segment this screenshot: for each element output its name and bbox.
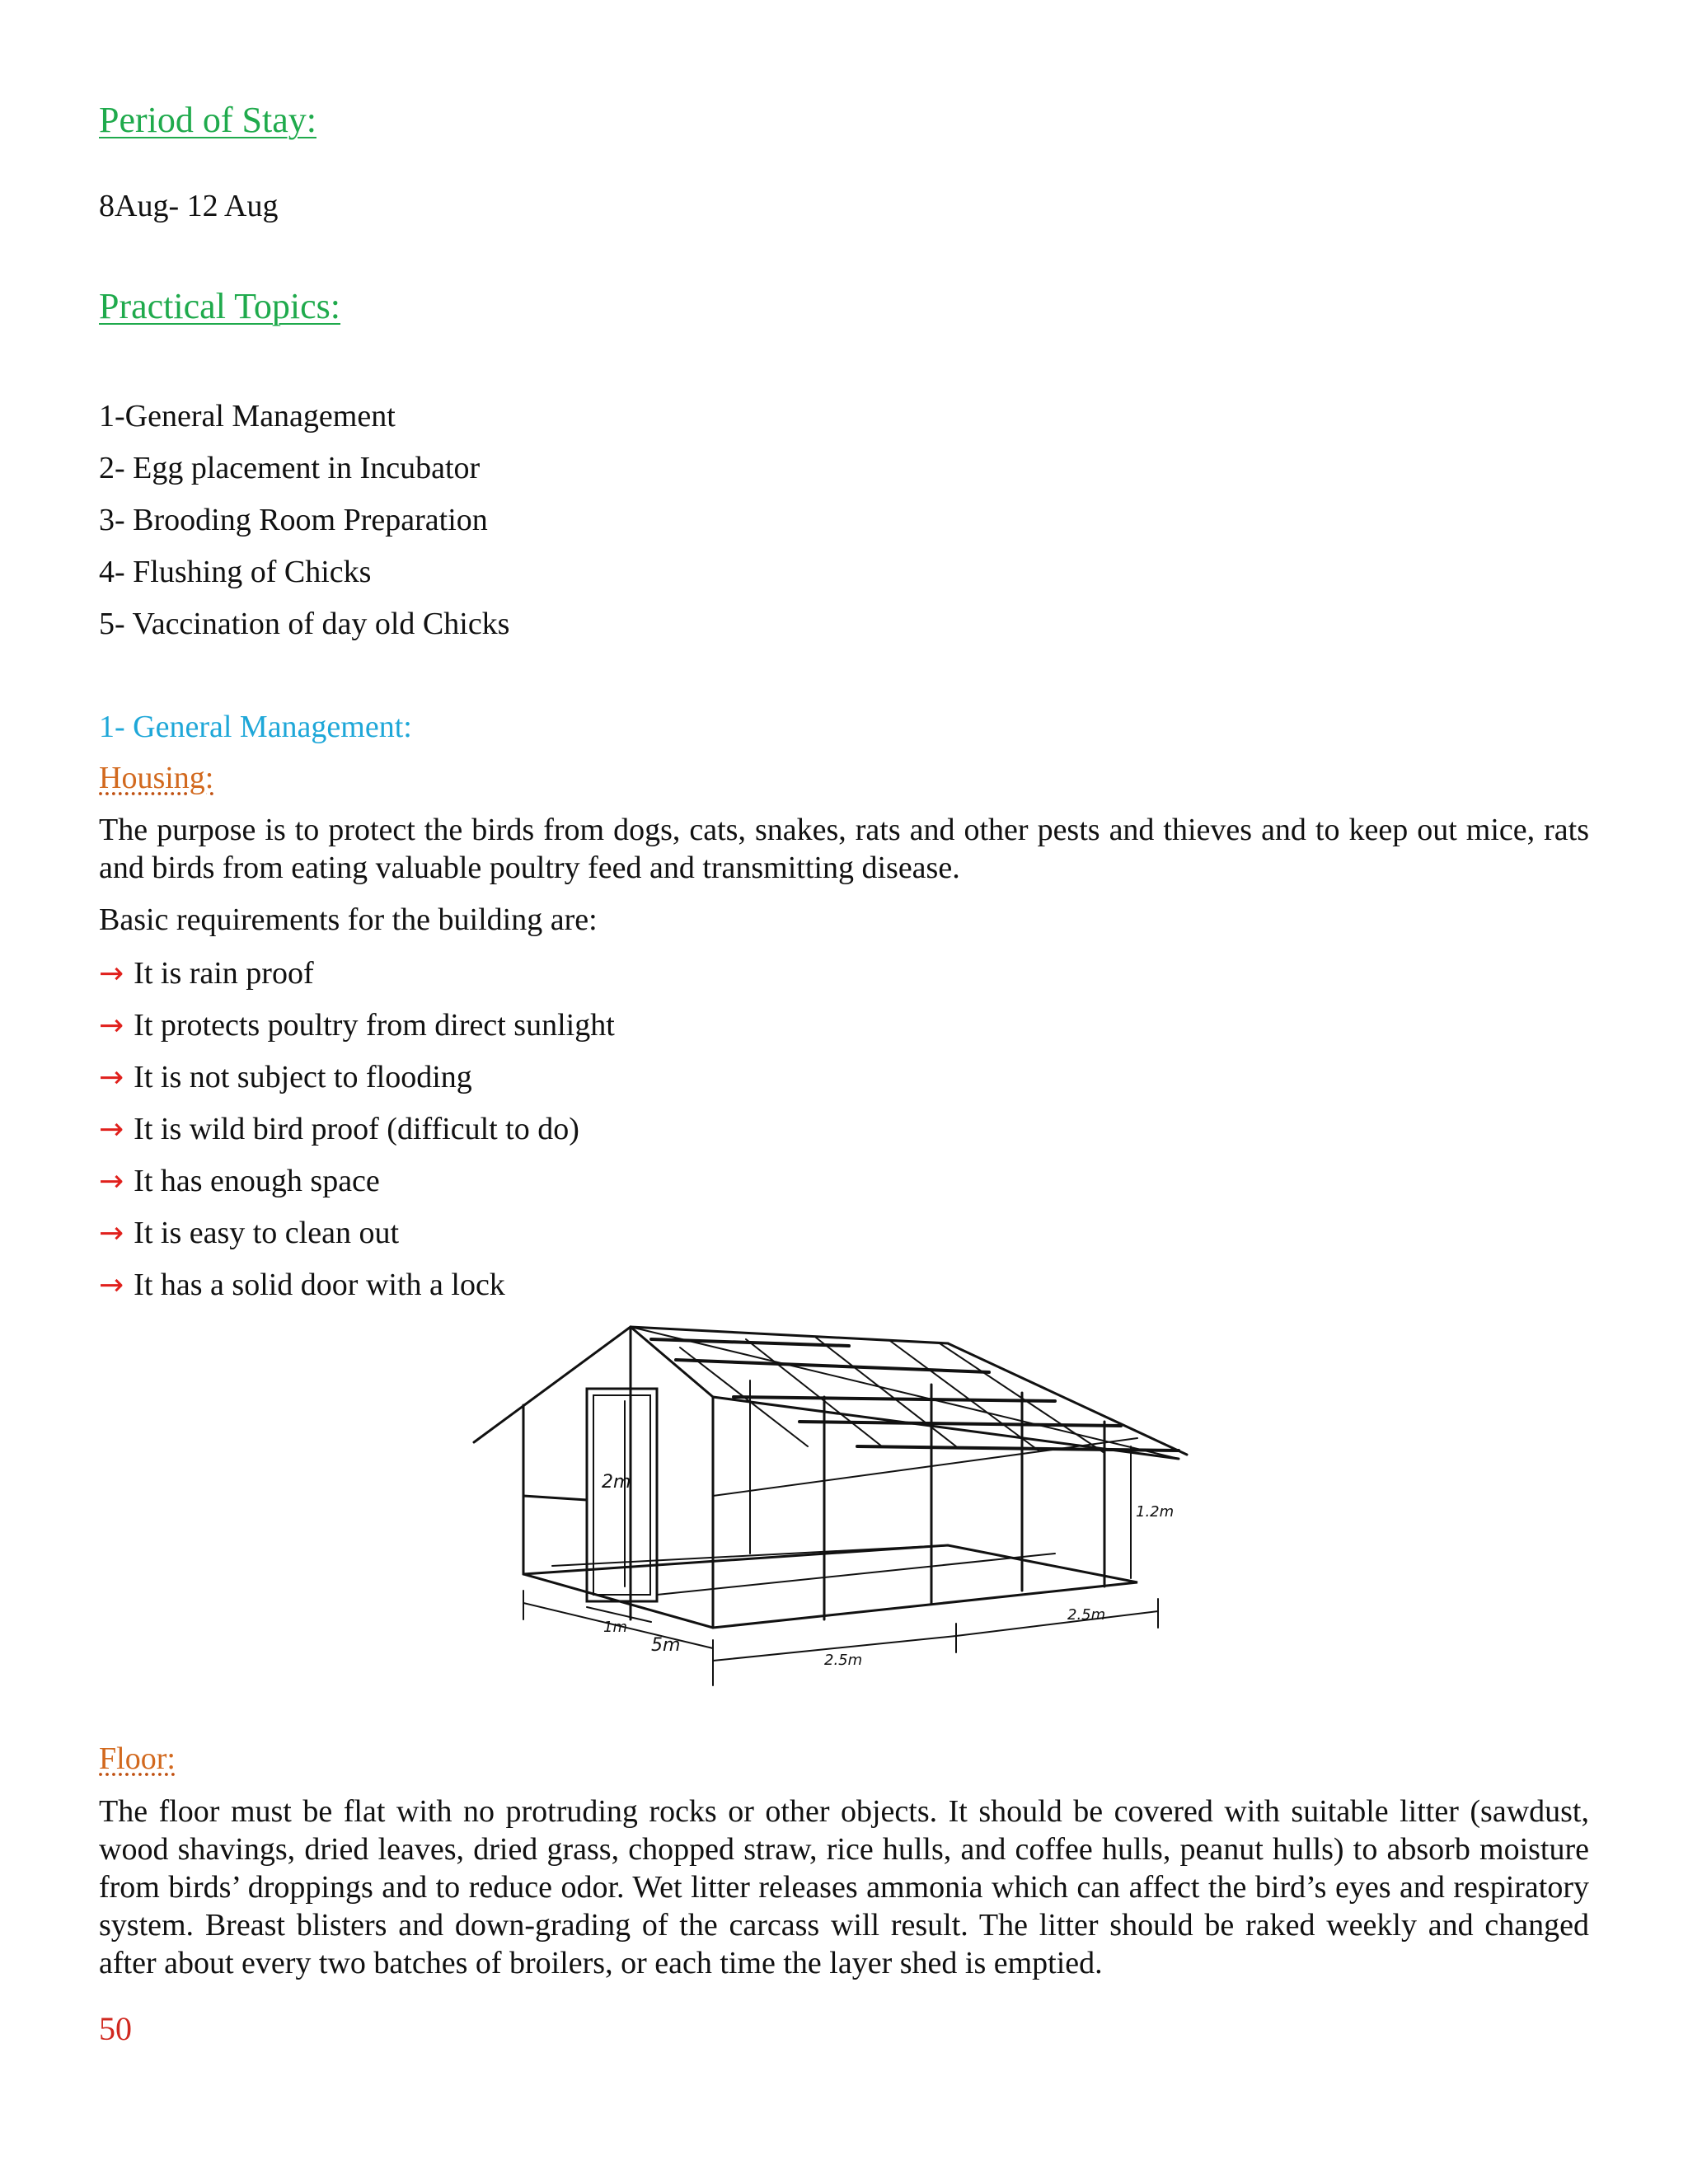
practical-topics-heading: Practical Topics: bbox=[99, 286, 341, 326]
requirement-text: It is not subject to flooding bbox=[134, 1060, 472, 1094]
right-arrow-icon: → bbox=[99, 1009, 124, 1043]
list-item bbox=[99, 1104, 615, 1155]
right-arrow-icon: → bbox=[99, 1268, 124, 1302]
requirement-text: It is wild bird proof (difficult to do) bbox=[134, 1112, 579, 1146]
list-item: 2- Egg placement in Incubator bbox=[99, 451, 481, 485]
length-label-b: 2.5m bbox=[1067, 1606, 1106, 1624]
requirement-text: It has a solid door with a lock bbox=[134, 1268, 505, 1302]
right-arrow-icon: → bbox=[99, 1113, 124, 1146]
page-number: 50 bbox=[99, 2010, 132, 2047]
requirement-text: It protects poultry from direct sunlight bbox=[134, 1008, 615, 1043]
depth-label: 5m bbox=[651, 1635, 681, 1656]
requirements-list bbox=[99, 948, 615, 1311]
requirements-intro: Basic requirements for the building are: bbox=[99, 902, 598, 937]
requirement-text: It has enough space bbox=[134, 1164, 380, 1198]
door-width-label: 1m bbox=[603, 1619, 627, 1636]
list-item: 3- Brooding Room Preparation bbox=[99, 503, 488, 537]
door-inner bbox=[593, 1395, 650, 1595]
length-dimension bbox=[956, 1611, 1158, 1636]
practical-topics-list bbox=[99, 394, 509, 654]
list-item bbox=[99, 1052, 615, 1104]
rafter bbox=[816, 1338, 956, 1446]
housing-paragraph: The purpose is to protect the birds from dogs, cats, snakes, rats and other pests and thieves and to keep out mice, rats and birds from eating valuable poultry feed and transmitting disease. bbox=[99, 813, 1589, 885]
general-management-heading: 1- General Management: bbox=[99, 710, 412, 744]
rafter bbox=[890, 1341, 1039, 1451]
list-item: 5- Vaccination of day old Chicks bbox=[99, 607, 510, 641]
housing-heading: Housing: bbox=[99, 761, 214, 795]
right-arrow-icon: → bbox=[99, 1165, 124, 1198]
period-of-stay-heading: Period of Stay: bbox=[99, 100, 316, 140]
right-arrow-icon: → bbox=[99, 957, 124, 991]
wall-rail bbox=[523, 1496, 587, 1500]
list-item: 4- Flushing of Chicks bbox=[99, 555, 372, 589]
requirement-text: It is rain proof bbox=[134, 956, 314, 991]
floor-line bbox=[657, 1554, 1055, 1595]
purlin bbox=[799, 1422, 1121, 1426]
list-item bbox=[99, 1259, 615, 1311]
poultry-house-diagram bbox=[462, 1315, 1203, 1727]
list-item bbox=[99, 1000, 615, 1052]
purlin bbox=[676, 1360, 989, 1372]
floor-paragraph: The floor must be flat with no protruding rocks or other objects. It should be covered with suitable litter (sawdust, wood shavings, dried leaves, dried grass, chopped straw, rice hulls, and coffee hulls, peanut hulls) to absorb moisture from birds’ droppings and to reduce odor. Wet litter releases ammonia which can affect the bird’s eyes and respiratory system. Breast blisters and down-grading of the carcass will result. The litter should be raked weekly and changed after about every two batches of broilers, or each time the layer shed is emptied. bbox=[99, 1794, 1589, 1980]
list-item bbox=[99, 1155, 615, 1207]
rafter bbox=[746, 1339, 882, 1446]
floor-heading: Floor: bbox=[99, 1741, 176, 1776]
wall-height-label: 1.2m bbox=[1136, 1503, 1175, 1521]
right-arrow-icon: → bbox=[99, 1216, 124, 1250]
list-item bbox=[99, 948, 615, 1000]
door-height-label: 2m bbox=[602, 1472, 631, 1493]
list-item: 1-General Management bbox=[99, 399, 396, 434]
length-label-a: 2.5m bbox=[824, 1652, 863, 1669]
floor-outline bbox=[523, 1545, 1137, 1628]
requirement-text: It is easy to clean out bbox=[134, 1216, 400, 1250]
list-item bbox=[99, 1207, 615, 1259]
period-dates: 8Aug- 12 Aug bbox=[99, 189, 279, 223]
right-arrow-icon: → bbox=[99, 1061, 124, 1094]
